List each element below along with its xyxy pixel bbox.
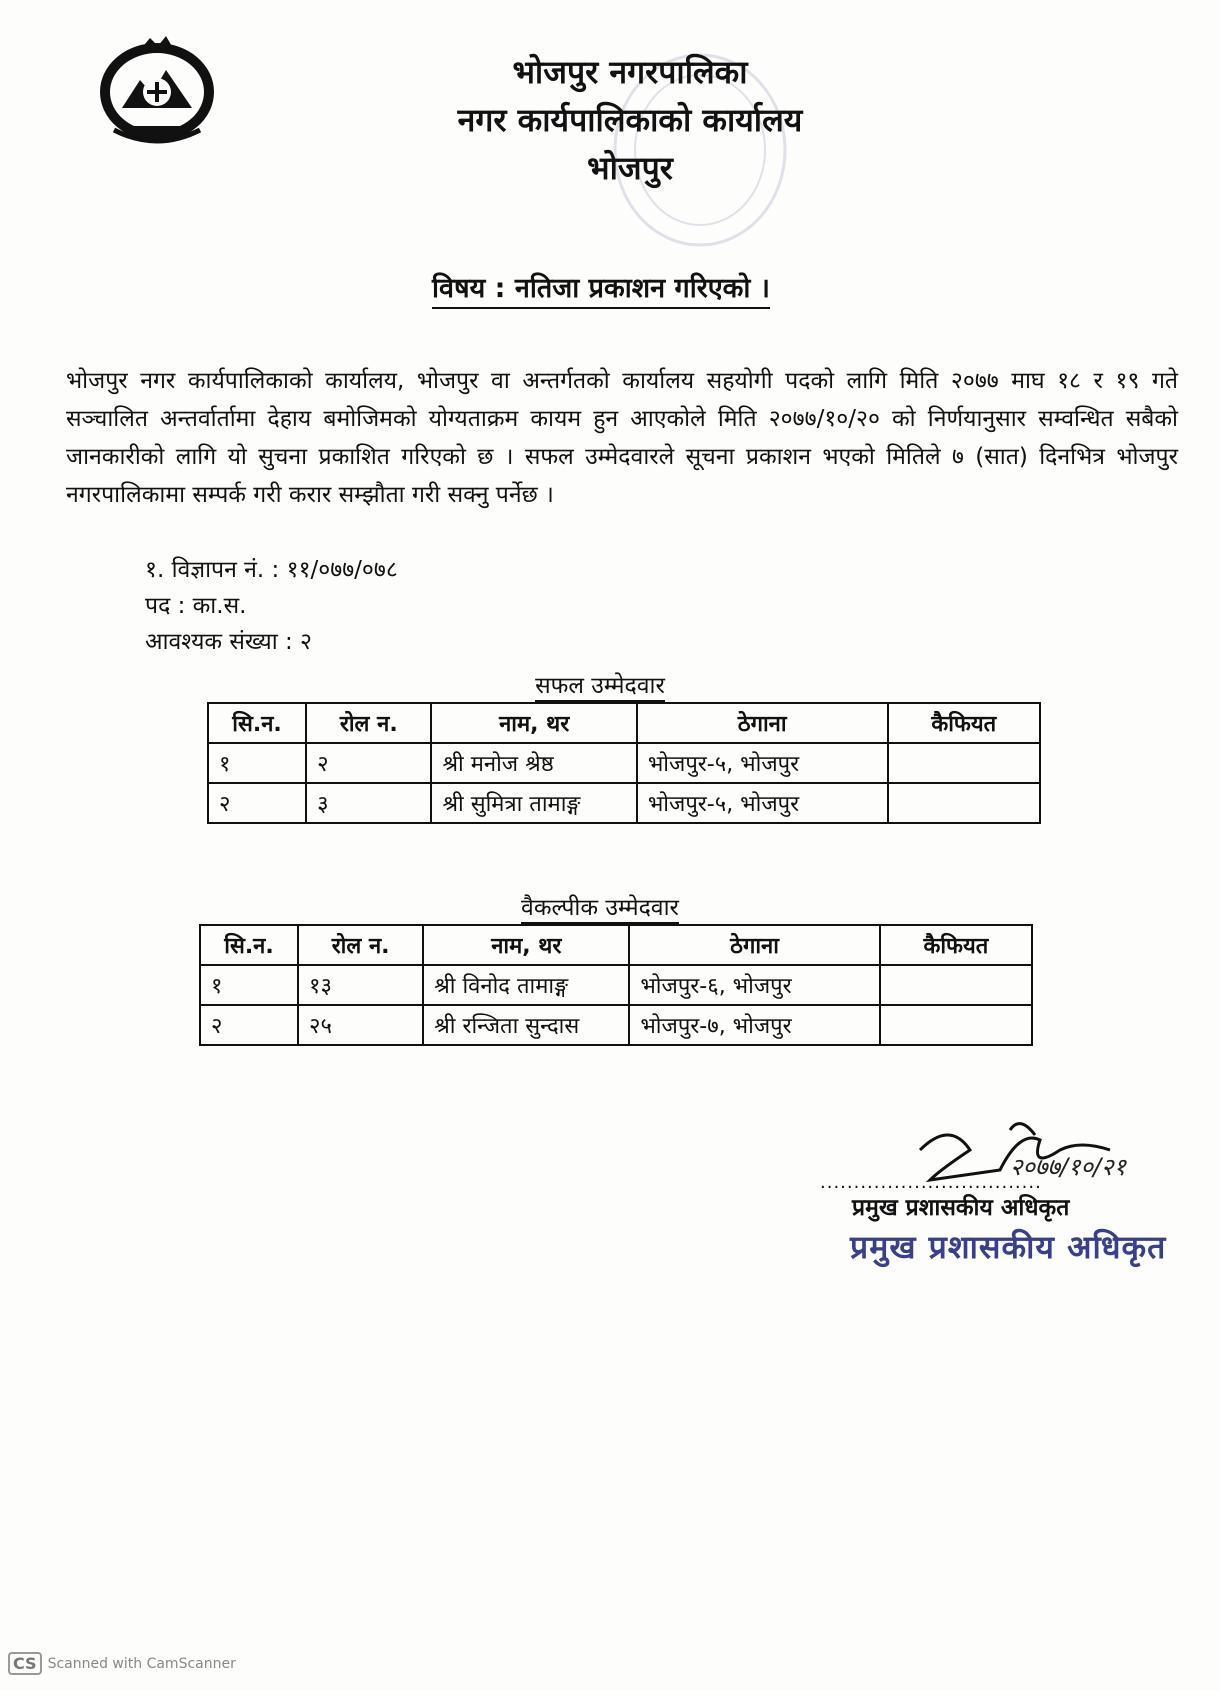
municipality-name: भोजपुर नगरपालिका (512, 53, 748, 91)
column-header: नाम, थर (431, 703, 636, 743)
table-header-row (200, 925, 1032, 965)
signatory-title: प्रमुख प्रशासकीय अधिकृत (852, 1195, 1070, 1221)
table-cell: श्री रन्जिता सुन्दास (423, 1005, 629, 1045)
table-cell: २५ (298, 1005, 423, 1045)
table-row (200, 965, 1032, 1005)
table-cell (880, 1005, 1032, 1045)
post-name: पद : का.स. (145, 593, 247, 619)
alternate-caption: वैकल्पीक उम्मेदवार (450, 890, 750, 922)
vacancy-meta (145, 552, 398, 660)
column-header: सि.न. (200, 925, 298, 965)
advert-number: १. विज्ञापन नं. : ११/०७७/०७८ (145, 557, 398, 583)
column-header: कैफियत (888, 703, 1040, 743)
camscanner-logo-icon: CS (8, 1652, 42, 1675)
column-header: ठेगाना (629, 925, 879, 965)
table-cell (880, 965, 1032, 1005)
column-header: सि.न. (208, 703, 306, 743)
column-header: नाम, थर (423, 925, 629, 965)
table-cell (888, 743, 1040, 783)
table-cell: श्री सुमित्रा तामाङ्ग (431, 783, 636, 823)
table-cell: श्री मनोज श्रेष्ठ (431, 743, 636, 783)
table-header-row (208, 703, 1040, 743)
table-cell (888, 783, 1040, 823)
column-header: रोल न. (298, 925, 423, 965)
required-count: आवश्यक संख्या : २ (145, 629, 313, 655)
successful-candidates-table (207, 702, 1041, 824)
table-cell: २ (208, 783, 306, 823)
scanner-footer (8, 1652, 236, 1675)
table-cell: १ (208, 743, 306, 783)
scanner-footer-text: Scanned with CamScanner (47, 1655, 236, 1672)
letterhead (380, 48, 880, 192)
government-emblem-icon (92, 30, 222, 150)
table-cell: भोजपुर-५, भोजपुर (637, 743, 888, 783)
signature-date: २०७७/१०/२१ (1010, 1153, 1127, 1181)
table-cell: २ (200, 1005, 298, 1045)
table-row (208, 743, 1040, 783)
signature-line: ................................. (820, 1172, 1042, 1193)
table-cell: २ (306, 743, 431, 783)
office-location: भोजपुर (587, 149, 673, 187)
successful-caption: सफल उम्मेदवार (470, 668, 730, 700)
table-cell: भोजपुर-६, भोजपुर (629, 965, 879, 1005)
column-header: कैफियत (880, 925, 1032, 965)
table-cell: भोजपुर-७, भोजपुर (629, 1005, 879, 1045)
table-cell: १३ (298, 965, 423, 1005)
table-cell: ३ (306, 783, 431, 823)
table-cell: भोजपुर-५, भोजपुर (637, 783, 888, 823)
office-name: नगर कार्यपालिकाको कार्यालय (457, 101, 803, 139)
column-header: ठेगाना (637, 703, 888, 743)
table-row (200, 1005, 1032, 1045)
column-header: रोल न. (306, 703, 431, 743)
subject-line: विषय : नतिजा प्रकाशन गरिएको । (432, 268, 770, 309)
table-cell: श्री विनोद तामाङ्ग (423, 965, 629, 1005)
notice-body: भोजपुर नगर कार्यपालिकाको कार्यालय, भोजपुर वा अन्तर्गतको कार्यालय सहयोगी पदको लागि मिति २०७७ माघ १८ र १९ गते सञ्चालित अन्तर्वार्तामा देहाय बमोजिमको योग्यताक्रम कायम हुन आएकोले मिति २०७७/१०/२० को निर्णयानुसार सम्वन्धित सबैको जानकारीको लागि यो सुचना प्रकाशित गरिएको छ । सफल उम्मेदवारले सूचना प्रकाशन भएको मितिले ७ (सात) दिनभित्र भोजपुर नगरपालिकामा सम्पर्क गरी करार सम्झौता गरी सक्नु पर्नेछ । (66, 368, 1178, 508)
designation-stamp: प्रमुख प्रशासकीय अधिकृत (850, 1228, 1167, 1266)
table-row (208, 783, 1040, 823)
alternate-candidates-table (199, 924, 1033, 1046)
table-cell: १ (200, 965, 298, 1005)
